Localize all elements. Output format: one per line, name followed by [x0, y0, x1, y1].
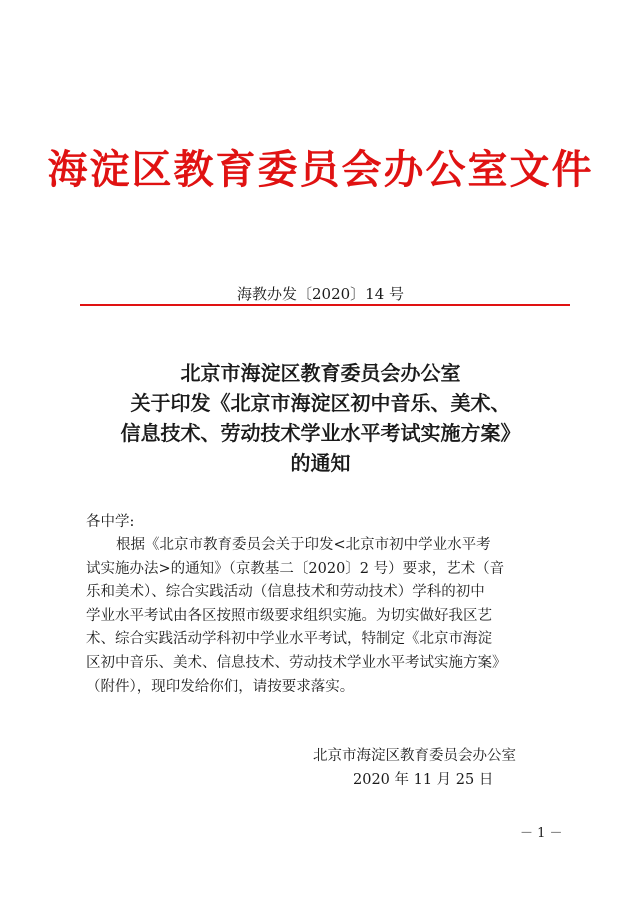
- issuer-signature: 北京市海淀区教育委员会办公室: [313, 748, 516, 764]
- title-line-1: 北京市海淀区教育委员会办公室: [180, 361, 461, 385]
- red-divider-line: [80, 304, 570, 306]
- page-number: － 1 －: [520, 826, 563, 841]
- body-line: 区初中音乐、美术、信息技术、劳动技术学业水平考试实施方案》: [86, 654, 507, 671]
- body-paragraph: [86, 534, 562, 699]
- body-line: 根据《北京市教育委员会关于印发<北京市初中学业水平考: [116, 537, 491, 553]
- salutation: 各中学:: [86, 514, 135, 530]
- notice-title: [0, 358, 641, 478]
- title-line-3: 信息技术、劳动技术学业水平考试实施方案》: [120, 421, 521, 445]
- body-line: 学业水平考试由各区按照市级要求组织实施。为切实做好我区艺: [86, 607, 492, 624]
- body-line: 术、综合实践活动学科初中学业水平考试，特制定《北京市海淀: [86, 631, 492, 648]
- document-number: 海教办发〔2020〕14 号: [236, 285, 405, 303]
- masthead-title: 海淀区教育委员会办公室文件: [47, 147, 594, 193]
- title-line-2: 关于印发《北京市海淀区初中音乐、美术、: [130, 391, 511, 415]
- body-line: 乐和美术）、综合实践活动（信息技术和劳动技术）学科的初中: [86, 584, 485, 601]
- body-line: 试实施办法>的通知》（京教基二〔2020〕2 号）要求，艺术（音: [86, 560, 505, 577]
- title-line-4: 的通知: [290, 451, 351, 475]
- issue-date: 2020 年 11 月 25 日: [353, 772, 494, 788]
- body-line: （附件），现印发给你们，请按要求落实。: [86, 678, 355, 695]
